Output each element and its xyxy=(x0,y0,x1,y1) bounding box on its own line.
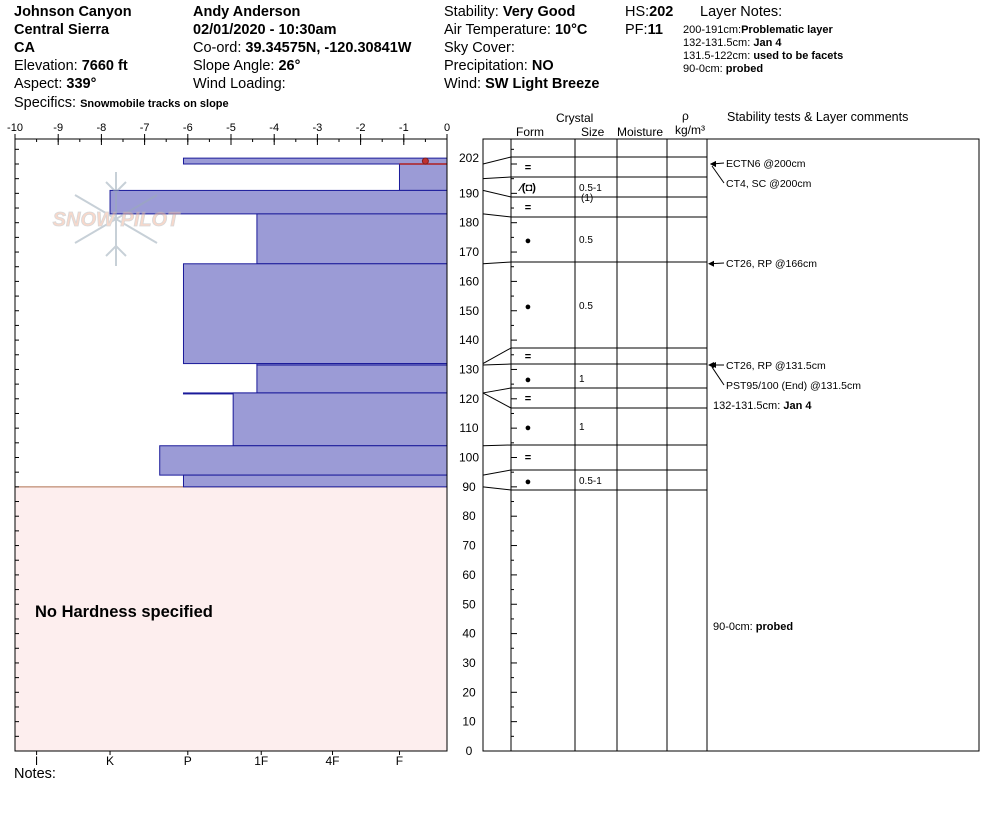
crystal-form: = xyxy=(524,351,532,363)
depth-axis-label: 20 xyxy=(462,685,476,700)
bottom-axis-label: 4F xyxy=(325,754,340,768)
depth-axis-label: 130 xyxy=(458,362,480,377)
stability-test: CT26, RP @166cm xyxy=(726,258,817,270)
bottom-axis-label: F xyxy=(395,754,404,768)
layer-connector xyxy=(483,177,511,179)
layer-connector xyxy=(483,262,511,264)
layer-comment xyxy=(713,621,793,633)
wind-loading: Wind Loading: xyxy=(193,76,286,92)
crystal-size: 1 xyxy=(579,374,585,385)
location-name: Johnson Canyon xyxy=(14,4,132,20)
depth-axis-label: 10 xyxy=(462,714,476,729)
crystal-size: 0.5 xyxy=(579,301,593,312)
hardness-bar xyxy=(257,365,447,393)
crystal-form: ● xyxy=(524,235,532,247)
layer-note-text: probed xyxy=(725,63,764,75)
hardness-bar xyxy=(160,446,447,475)
crystal-form: ● xyxy=(524,374,532,386)
top-axis-label: -3 xyxy=(312,122,323,134)
range-name: Central Sierra xyxy=(14,22,110,38)
layer-note-text: Jan 4 xyxy=(753,37,782,49)
top-axis-label: -4 xyxy=(269,122,280,134)
depth-axis-label: 60 xyxy=(462,567,476,582)
layer-connector xyxy=(483,393,511,408)
top-axis-label: -2 xyxy=(355,122,366,134)
crystal-size-sub: (1) xyxy=(581,193,594,204)
crystal-size: 0.5 xyxy=(579,235,593,246)
depth-axis-label: 100 xyxy=(458,450,480,465)
layer-note-range: 131.5-122cm: xyxy=(683,50,754,62)
snowpilot-logo: SNOW PILOT xyxy=(52,209,180,231)
layer-note-text: Problematic layer xyxy=(741,24,833,36)
hardness-bar xyxy=(399,164,447,190)
stability-value: Very Good xyxy=(502,4,576,20)
crystal-form: = xyxy=(524,202,532,214)
depth-axis-label: 190 xyxy=(458,186,480,201)
layer-comment-range: 90-0cm: xyxy=(713,621,756,633)
precip-value: NO xyxy=(531,58,554,74)
precip-label: Precipitation: xyxy=(444,58,532,74)
layer-connector xyxy=(483,388,511,393)
top-axis-label: -9 xyxy=(53,122,64,134)
coord-label: Co-ord: xyxy=(193,40,246,56)
crystal-form: ● xyxy=(524,422,532,434)
layer-connector xyxy=(483,157,511,164)
crystal-size: 1 xyxy=(579,422,585,433)
depth-axis-label: 170 xyxy=(458,245,480,260)
hardness-bar xyxy=(257,214,447,264)
hardness-bar xyxy=(183,475,447,487)
notes-label: Notes: xyxy=(14,766,56,782)
depth-axis-label: 90 xyxy=(462,479,476,494)
layer-comment-range: 132-131.5cm: xyxy=(713,400,784,412)
specifics-label: Specifics: xyxy=(14,95,81,111)
bottom-axis-label: I xyxy=(34,754,39,768)
layer-note-range: 200-191cm: xyxy=(683,24,742,36)
stability-test: PST95/100 (End) @131.5cm xyxy=(726,380,861,392)
moisture-header: Moisture xyxy=(617,125,664,139)
stability-tests-header: Stability tests & Layer comments xyxy=(727,110,909,124)
layer-comment xyxy=(713,400,812,412)
depth-axis-label: 110 xyxy=(459,421,479,436)
crystal-size: 0.5-1 xyxy=(579,183,602,194)
crystal-form: = xyxy=(524,452,532,464)
layer-connector xyxy=(483,470,511,475)
elevation-value: 7660 ft xyxy=(81,58,128,74)
specifics-value: Snowmobile tracks on slope xyxy=(80,98,229,110)
layer-connector xyxy=(483,348,511,364)
pf-value: 11 xyxy=(647,22,663,38)
crystal-form: = xyxy=(524,393,532,405)
sky-cover: Sky Cover: xyxy=(444,40,515,56)
depth-axis-label: 80 xyxy=(462,509,476,524)
stability-test-arrow xyxy=(712,166,724,183)
crystal-form: = xyxy=(524,162,532,174)
form-header: Form xyxy=(516,125,544,139)
air-temp-label: Air Temperature: xyxy=(444,22,555,38)
crystal-header: Crystal xyxy=(556,111,594,125)
air-temp-value: 10°C xyxy=(554,22,588,38)
coord-value: 39.34575N, -120.30841W xyxy=(245,40,412,56)
stability-test-arrowhead xyxy=(710,161,716,167)
layer-connector xyxy=(483,214,511,217)
depth-axis-label: 140 xyxy=(458,333,480,348)
layer-comment-text: Jan 4 xyxy=(783,400,812,412)
layer-connector xyxy=(483,445,511,446)
depth-axis-label: 180 xyxy=(458,215,480,230)
bottom-axis-label: K xyxy=(106,754,115,768)
top-axis-label: -8 xyxy=(96,122,107,134)
bottom-axis-label: P xyxy=(183,754,192,768)
layer-note-range: 132-131.5cm: xyxy=(683,37,754,49)
top-axis-label: 0 xyxy=(443,122,451,134)
size-header: Size xyxy=(581,125,605,139)
observer: Andy Anderson xyxy=(193,4,301,20)
layer-notes-title: Layer Notes: xyxy=(700,4,783,20)
temperature-point xyxy=(422,158,428,164)
depth-axis-label: 30 xyxy=(462,655,476,670)
crystal-form: ● xyxy=(524,476,532,488)
depth-axis-label: 160 xyxy=(458,274,480,289)
density-unit-header: kg/m³ xyxy=(675,123,705,137)
depth-axis-label: 50 xyxy=(462,597,476,612)
crystal-form: ● xyxy=(524,301,532,313)
layer-connector xyxy=(483,190,511,197)
layer-connector xyxy=(483,364,511,365)
layer-comment-text: probed xyxy=(755,621,794,633)
depth-axis-label: 40 xyxy=(462,626,476,641)
hs-value: 202 xyxy=(649,4,674,20)
hs-label: HS: xyxy=(625,4,650,20)
wind-label: Wind: xyxy=(444,76,486,92)
top-axis-label: -6 xyxy=(182,122,193,134)
stability-test: CT4, SC @200cm xyxy=(726,178,812,190)
state-name: CA xyxy=(14,40,35,56)
slope-value: 26° xyxy=(278,58,301,74)
no-hardness-label: No Hardness specified xyxy=(35,603,213,621)
pf-label: PF: xyxy=(625,22,648,38)
elevation-label: Elevation: xyxy=(14,58,82,74)
top-axis-label: -5 xyxy=(226,122,236,134)
layer-note-range: 90-0cm: xyxy=(683,63,726,75)
layer-note-text: used to be facets xyxy=(753,50,844,62)
stability-test-arrow xyxy=(712,367,724,385)
hardness-bar xyxy=(183,264,447,364)
depth-axis-label: 0 xyxy=(465,744,473,758)
stability-label: Stability: xyxy=(444,4,503,20)
stability-test-arrowhead xyxy=(708,261,714,267)
depth-axis-label: 120 xyxy=(458,391,480,406)
slope-label: Slope Angle: xyxy=(193,58,279,74)
aspect-label: Aspect: xyxy=(14,76,67,92)
stability-test: CT26, RP @131.5cm xyxy=(726,360,826,372)
top-axis-label: -7 xyxy=(139,122,150,134)
wind-value: SW Light Breeze xyxy=(485,76,600,92)
stability-test: ECTN6 @200cm xyxy=(726,158,806,170)
aspect-value: 339° xyxy=(66,76,97,92)
rho-header: ρ xyxy=(682,109,689,123)
crystal-size: 0.5-1 xyxy=(579,476,602,487)
layer-connector xyxy=(483,487,511,490)
hardness-bar xyxy=(233,393,447,446)
bottom-axis-label: 1F xyxy=(254,754,269,768)
hardness-bar xyxy=(183,158,447,164)
top-axis-label: -10 xyxy=(7,122,23,134)
depth-axis-label: 70 xyxy=(462,538,476,553)
depth-axis-label: 202 xyxy=(458,151,480,166)
date-time: 02/01/2020 - 10:30am xyxy=(193,22,337,38)
top-axis-label: -1 xyxy=(398,122,409,134)
crystal-form: ⁄(◘) xyxy=(520,182,536,194)
depth-axis-label: 150 xyxy=(458,303,480,318)
